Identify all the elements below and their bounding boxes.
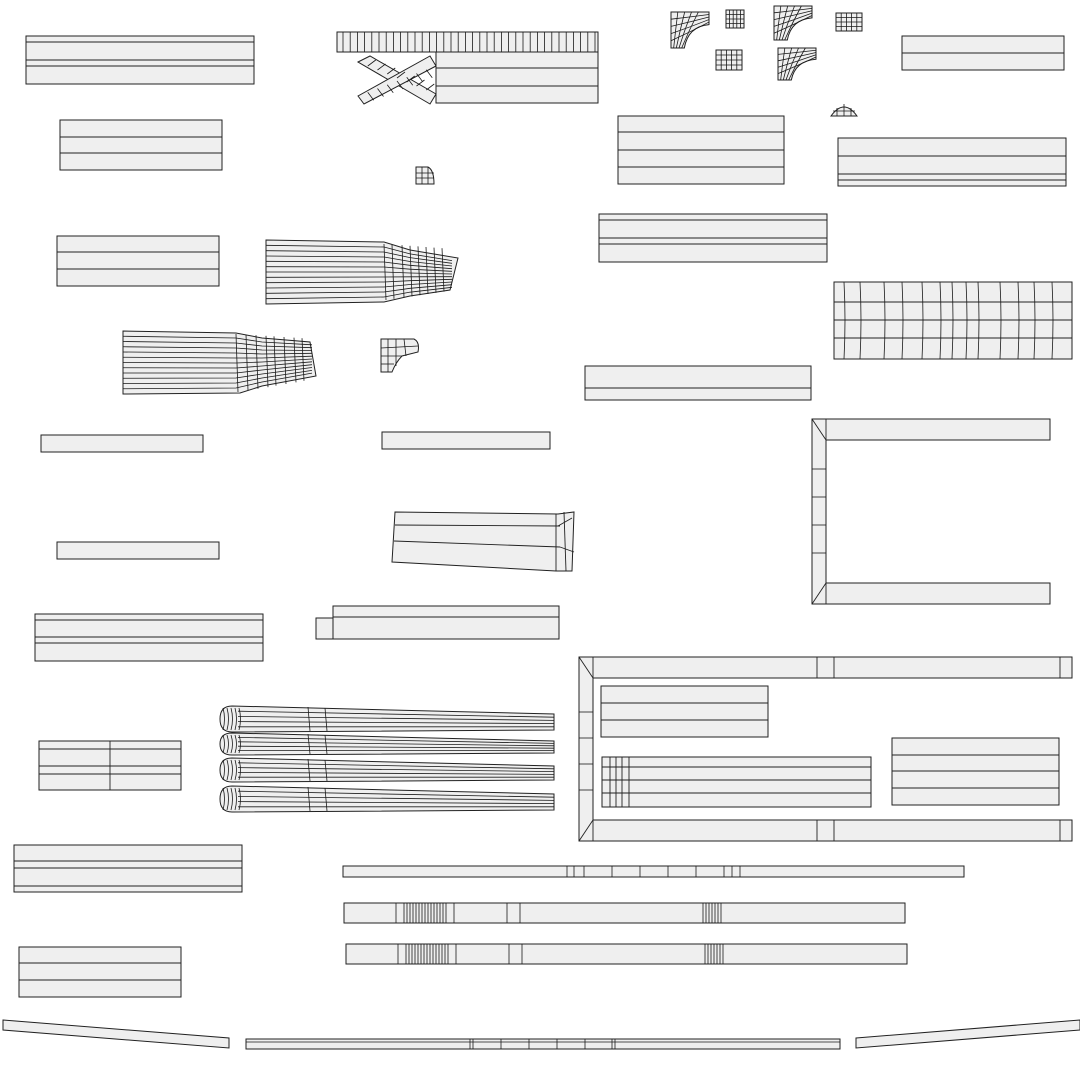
uv-island-strip-stack-2 — [60, 120, 222, 170]
uv-island-long-strip-3 — [346, 944, 907, 964]
uv-island-strip-stack-5 — [14, 845, 242, 892]
uv-island-box-599 — [599, 214, 827, 262]
uv-island-ribbed-panel — [834, 282, 1072, 359]
uv-island-strip-stack-6 — [19, 947, 181, 997]
uv-island-box-top-middle — [436, 52, 598, 103]
uv-island-box-601 — [601, 686, 768, 737]
uv-island-finger-tubes — [220, 706, 554, 812]
uv-island-box-top-right — [902, 36, 1064, 70]
uv-island-crossed-arms — [358, 56, 436, 104]
uv-island-strip-stack-1 — [26, 36, 254, 84]
uv-island-ribbed-strip — [337, 32, 598, 52]
uv-island-thin-strip-3 — [57, 542, 219, 559]
uv-island-box-602-ribbed — [602, 757, 871, 807]
uv-island-skewed-panel — [392, 512, 574, 571]
uv-island-thin-strip-2 — [382, 432, 550, 449]
uv-island-small-corner-a — [416, 167, 434, 184]
uv-island-box-618 — [618, 116, 784, 184]
uv-island-small-corner-b — [381, 339, 419, 372]
uv-island-sleeve-1 — [266, 240, 458, 304]
uv-island-corner-pieces — [671, 6, 862, 116]
uv-island-box-892 — [892, 738, 1059, 805]
uv-island-strip-stack-4 — [35, 614, 263, 661]
uv-island-long-strip-1 — [343, 866, 964, 877]
uv-island-box-838 — [838, 138, 1066, 186]
uv-island-c-frame — [812, 419, 1050, 604]
uv-island-box-585 — [585, 366, 811, 400]
uv-island-box-333 — [316, 606, 559, 639]
uv-island-sleeve-2 — [123, 331, 316, 394]
uv-island-thin-strip-1 — [41, 435, 203, 452]
uv-island-strip-stack-3 — [57, 236, 219, 286]
uv-island-grid-box — [39, 741, 181, 790]
uv-island-long-strip-2 — [344, 903, 905, 923]
uv-island-bottom-band — [3, 1020, 1080, 1049]
